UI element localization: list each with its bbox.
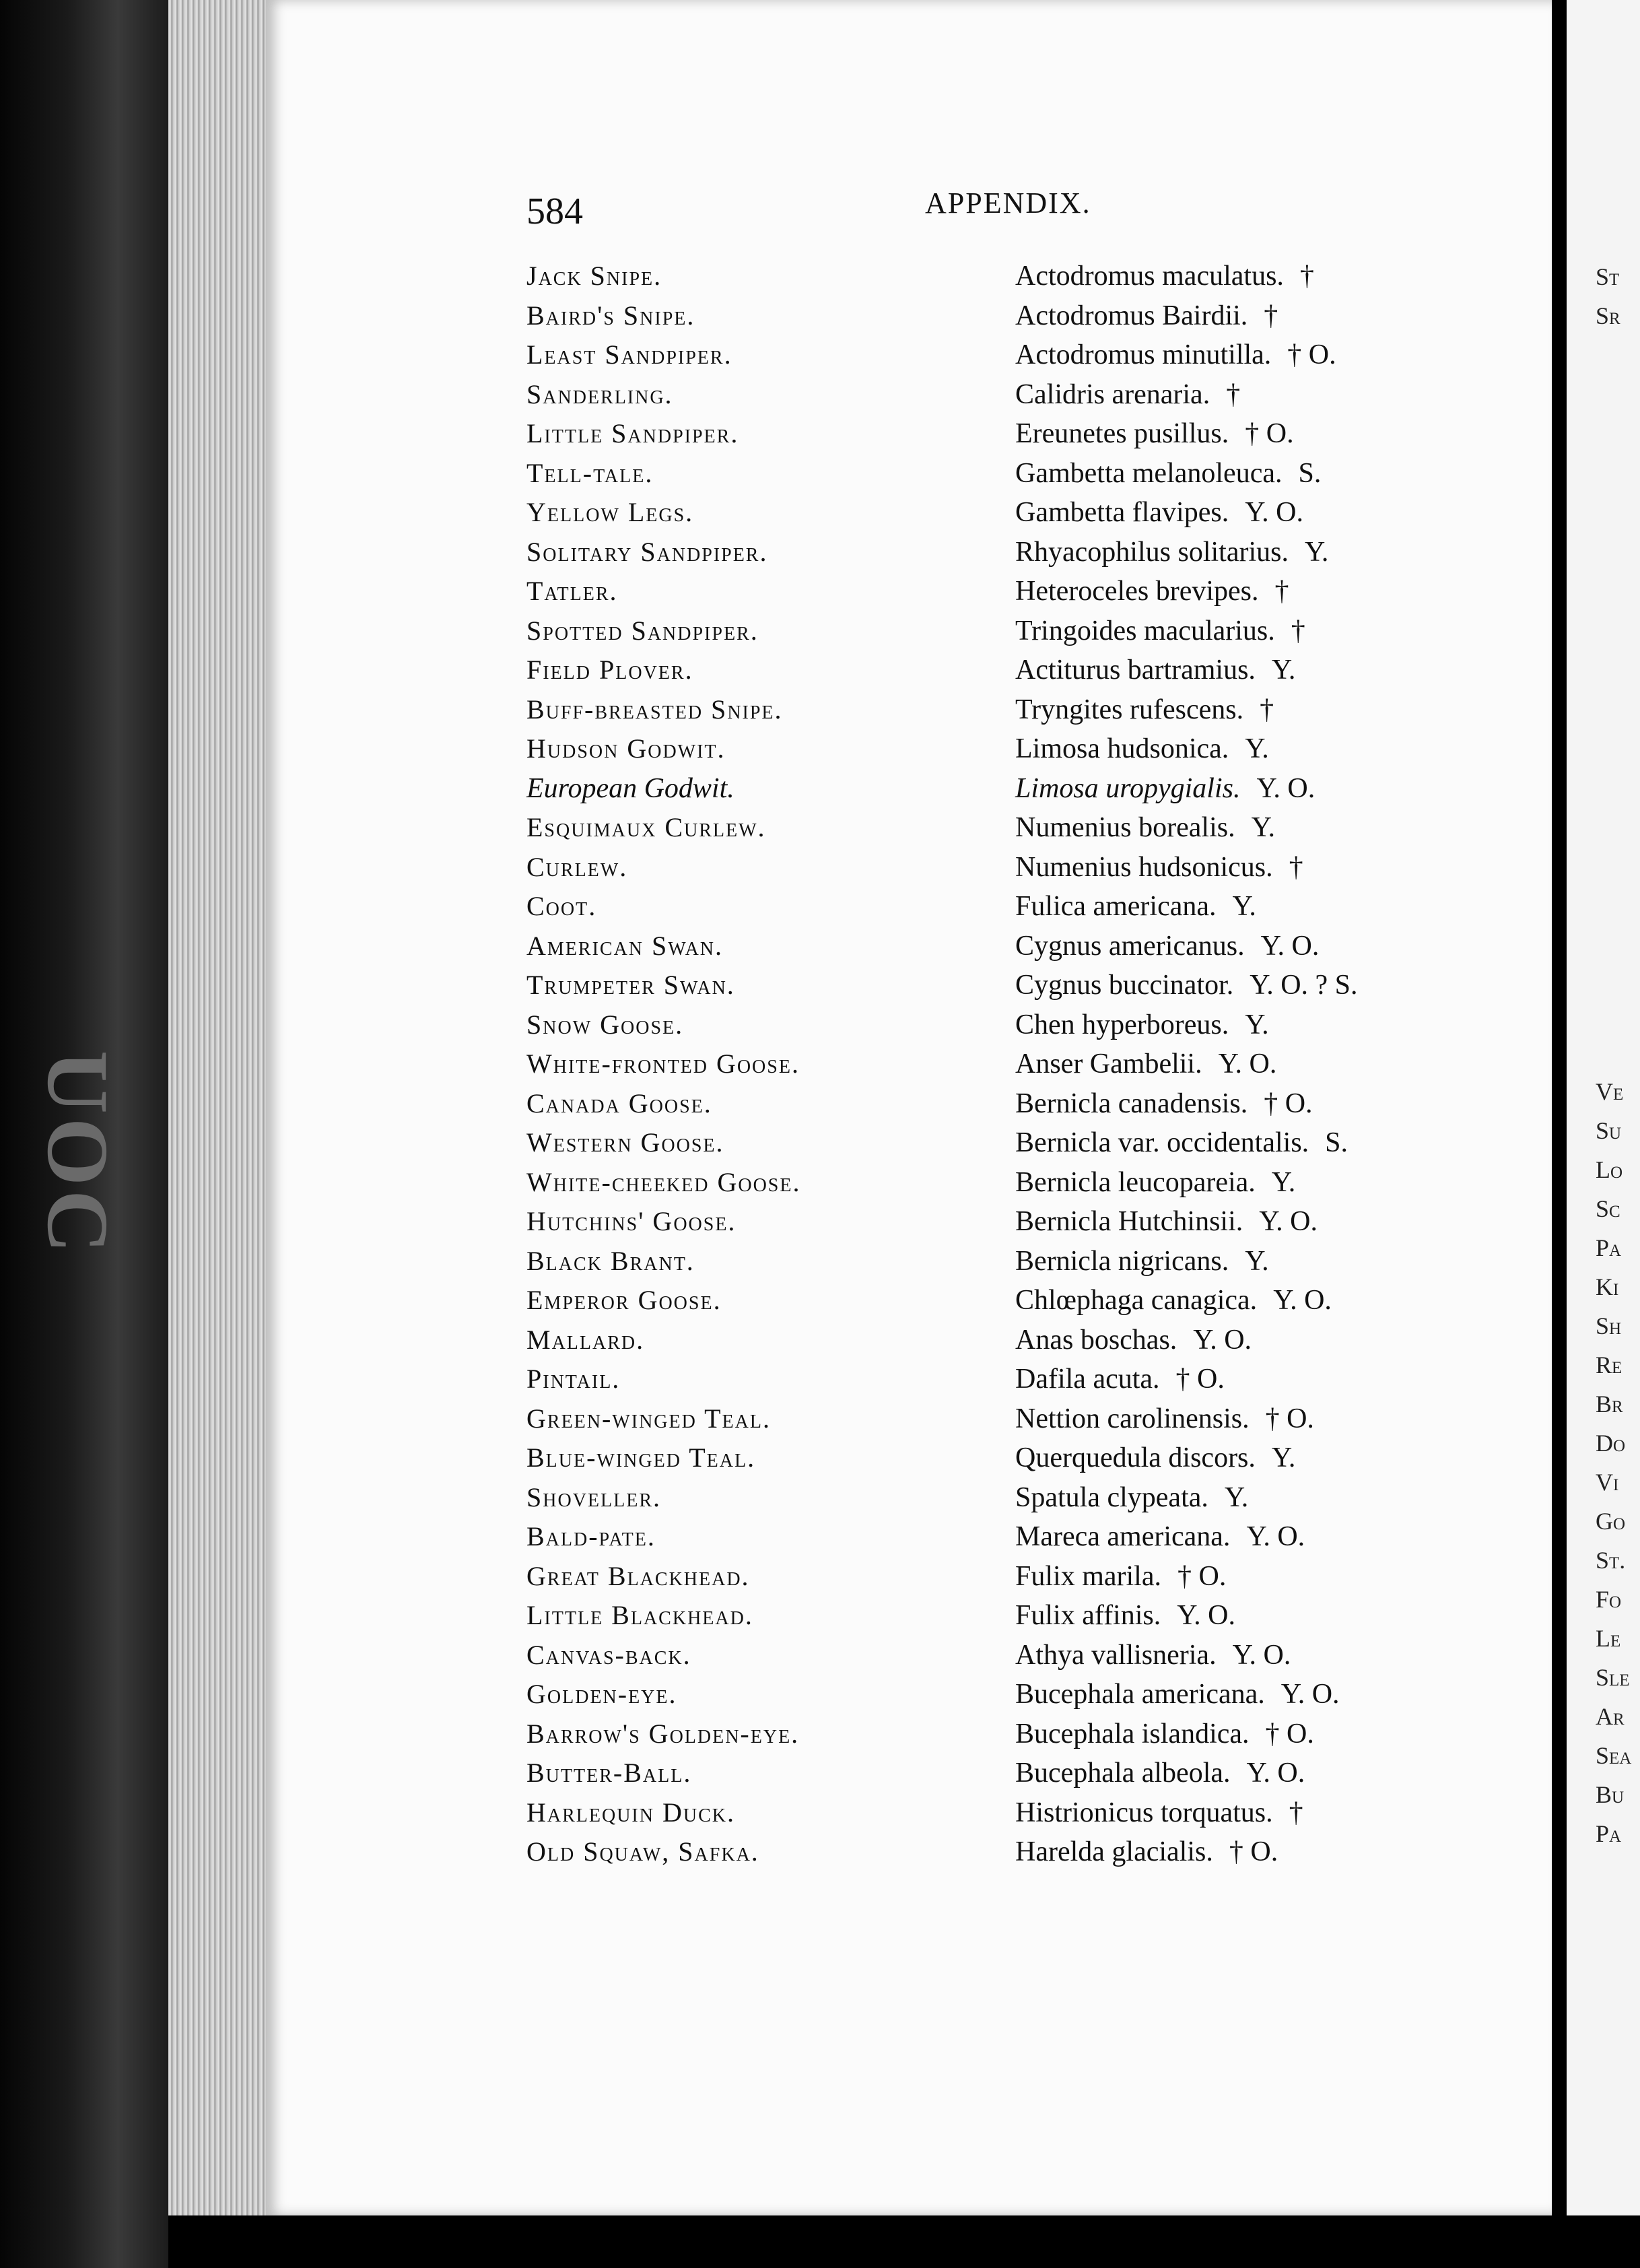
scientific-name bbox=[1015, 1521, 1305, 1553]
scientific-name bbox=[1015, 1797, 1303, 1829]
scientific-binomial: Fulix affinis. bbox=[1015, 1600, 1161, 1631]
common-name: American Swan. bbox=[526, 930, 724, 961]
facing-page-fragment: Ve bbox=[1596, 1078, 1624, 1105]
status-mark: † bbox=[1299, 261, 1314, 292]
list-item bbox=[0, 1245, 1640, 1284]
status-mark: † bbox=[1274, 576, 1289, 607]
list-item bbox=[0, 1205, 1640, 1244]
status-mark: † bbox=[1289, 1797, 1303, 1828]
common-name: Shoveller. bbox=[526, 1481, 661, 1512]
list-item bbox=[0, 496, 1640, 535]
scientific-name bbox=[1015, 1009, 1269, 1041]
status-mark: † O. bbox=[1264, 1088, 1313, 1119]
scientific-binomial: Numenius hudsonicus. bbox=[1015, 851, 1273, 883]
scientific-binomial: Gambetta melanoleuca. bbox=[1015, 457, 1283, 489]
scientific-name bbox=[1015, 1088, 1313, 1120]
scientific-name bbox=[1015, 418, 1294, 450]
facing-page-fragment: Le bbox=[1596, 1625, 1621, 1652]
common-name: Buff-breasted Snipe. bbox=[526, 694, 783, 725]
scientific-binomial: Dafila acuta. bbox=[1015, 1364, 1160, 1395]
scientific-binomial: Anas boschas. bbox=[1015, 1324, 1177, 1356]
list-item bbox=[0, 1678, 1640, 1717]
common-name: Blue-winged Teal. bbox=[526, 1442, 756, 1473]
status-mark: S. bbox=[1298, 457, 1322, 489]
list-item bbox=[0, 260, 1640, 299]
common-name: Coot. bbox=[526, 891, 597, 921]
scientific-binomial: Querquedula discors. bbox=[1015, 1442, 1256, 1473]
status-mark: Y. O. bbox=[1218, 1048, 1277, 1079]
status-mark: † O. bbox=[1177, 1560, 1227, 1592]
common-name: Mallard. bbox=[526, 1324, 645, 1355]
common-name: Yellow Legs. bbox=[526, 497, 694, 527]
common-name: White-fronted Goose. bbox=[526, 1048, 800, 1079]
list-item bbox=[0, 1088, 1640, 1127]
common-name: White-cheeked Goose. bbox=[526, 1166, 801, 1197]
scientific-name bbox=[1015, 1127, 1348, 1159]
scientific-name bbox=[1015, 1166, 1295, 1199]
scientific-name bbox=[1015, 1324, 1252, 1356]
scientific-name bbox=[1015, 851, 1303, 883]
scientific-name bbox=[1015, 694, 1274, 726]
list-item bbox=[0, 1403, 1640, 1442]
common-name: Sanderling. bbox=[526, 378, 673, 409]
facing-page-fragment: Sc bbox=[1596, 1195, 1620, 1222]
scientific-binomial: Mareca americana. bbox=[1015, 1521, 1231, 1552]
common-name: Little Blackhead. bbox=[526, 1600, 753, 1630]
list-item bbox=[0, 851, 1640, 890]
scientific-binomial: Nettion carolinensis. bbox=[1015, 1403, 1250, 1434]
running-head: APPENDIX. bbox=[925, 187, 1091, 220]
scientific-name bbox=[1015, 890, 1256, 923]
scientific-name bbox=[1015, 1048, 1276, 1080]
scientific-name bbox=[1015, 496, 1303, 529]
status-mark: Y. O. bbox=[1256, 772, 1316, 804]
scientific-binomial: Actodromus maculatus. bbox=[1015, 261, 1284, 292]
common-name: European Godwit. bbox=[526, 772, 734, 804]
scientific-binomial: Numenius borealis. bbox=[1015, 812, 1235, 843]
scientific-binomial: Harelda glacialis. bbox=[1015, 1836, 1213, 1867]
list-item bbox=[0, 1521, 1640, 1560]
common-name: Spotted Sandpiper. bbox=[526, 615, 759, 646]
status-mark: S. bbox=[1325, 1127, 1348, 1158]
list-item bbox=[0, 1836, 1640, 1875]
common-name: Barrow's Golden-eye. bbox=[526, 1718, 800, 1749]
list-item bbox=[0, 733, 1640, 772]
common-name: Canada Goose. bbox=[526, 1088, 712, 1119]
facing-page-fragment: Sle bbox=[1596, 1664, 1630, 1691]
common-name: Bald-pate. bbox=[526, 1521, 656, 1552]
scientific-name bbox=[1015, 1757, 1305, 1789]
status-mark: † O. bbox=[1287, 339, 1336, 370]
common-name: Trumpeter Swan. bbox=[526, 970, 735, 1000]
facing-page-fragment: Go bbox=[1596, 1508, 1626, 1535]
spine-stamp: UOC bbox=[29, 1050, 126, 1257]
status-mark: Y. O. bbox=[1232, 1639, 1291, 1671]
scientific-name bbox=[1015, 1678, 1340, 1710]
facing-page-fragment: Ki bbox=[1596, 1273, 1619, 1300]
scientific-name bbox=[1015, 1560, 1226, 1593]
common-name: Jack Snipe. bbox=[526, 261, 662, 291]
list-item bbox=[0, 1757, 1640, 1796]
status-mark: † O. bbox=[1265, 1718, 1314, 1749]
list-item bbox=[0, 1284, 1640, 1323]
facing-page-fragment: Re bbox=[1596, 1352, 1622, 1378]
list-item bbox=[0, 654, 1640, 693]
facing-page-fragment: Do bbox=[1596, 1430, 1626, 1457]
facing-page-fragment: St. bbox=[1596, 1547, 1626, 1574]
scientific-binomial: Bucephala albeola. bbox=[1015, 1758, 1231, 1789]
scientific-binomial: Fulica americana. bbox=[1015, 891, 1217, 922]
common-name: Baird's Snipe. bbox=[526, 300, 695, 331]
list-item bbox=[0, 418, 1640, 457]
list-item bbox=[0, 1442, 1640, 1481]
status-mark: Y. O. bbox=[1245, 497, 1303, 528]
scientific-binomial: Athya vallisneria. bbox=[1015, 1639, 1217, 1671]
common-name: Emperor Goose. bbox=[526, 1285, 722, 1315]
scientific-binomial: Bernicla var. occidentalis. bbox=[1015, 1127, 1309, 1158]
common-name: Curlew. bbox=[526, 851, 628, 882]
scientific-name bbox=[1015, 1205, 1318, 1238]
facing-page-fragment: Lo bbox=[1596, 1156, 1623, 1183]
scientific-binomial: Anser Gambelii. bbox=[1015, 1048, 1202, 1079]
scientific-name bbox=[1015, 339, 1336, 371]
scientific-name bbox=[1015, 1599, 1235, 1632]
facing-page-fragment: Fo bbox=[1596, 1586, 1622, 1613]
status-mark: † bbox=[1291, 615, 1305, 646]
common-name: Least Sandpiper. bbox=[526, 339, 732, 370]
facing-page-fragment: Sr bbox=[1596, 302, 1620, 329]
scientific-name bbox=[1015, 1245, 1269, 1277]
scientific-name bbox=[1015, 1284, 1332, 1316]
status-mark: Y. bbox=[1245, 1009, 1269, 1040]
scientific-binomial: Actiturus bartramius. bbox=[1015, 655, 1256, 686]
status-mark: Y. O. bbox=[1246, 1758, 1305, 1789]
scientific-binomial: Histrionicus torquatus. bbox=[1015, 1797, 1273, 1828]
scientific-binomial: Bernicla nigricans. bbox=[1015, 1245, 1229, 1277]
scientific-binomial: Bernicla leucopareia. bbox=[1015, 1166, 1256, 1198]
list-item bbox=[0, 1797, 1640, 1836]
scientific-name bbox=[1015, 772, 1315, 805]
scientific-binomial: Chlœphaga canagica. bbox=[1015, 1285, 1258, 1316]
list-item bbox=[0, 694, 1640, 733]
scientific-binomial: Ereunetes pusillus. bbox=[1015, 418, 1229, 449]
status-mark: Y. bbox=[1271, 1442, 1296, 1473]
facing-page-fragment: Su bbox=[1596, 1117, 1622, 1144]
scientific-name bbox=[1015, 1403, 1314, 1435]
status-mark: Y. bbox=[1251, 812, 1276, 843]
list-item bbox=[0, 575, 1640, 614]
common-name: Tell-tale. bbox=[526, 457, 654, 488]
scientific-name bbox=[1015, 930, 1319, 962]
status-mark: † O. bbox=[1265, 1403, 1314, 1434]
scientific-binomial: Tringoides macularius. bbox=[1015, 615, 1275, 646]
common-name: Golden-eye. bbox=[526, 1679, 677, 1709]
status-mark: Y. O. bbox=[1177, 1600, 1235, 1631]
scientific-name bbox=[1015, 378, 1240, 411]
status-mark: † O. bbox=[1229, 1836, 1278, 1867]
common-name: Solitary Sandpiper. bbox=[526, 536, 768, 567]
common-name: Great Blackhead. bbox=[526, 1560, 750, 1591]
scientific-binomial: Cygnus americanus. bbox=[1015, 930, 1245, 962]
scientific-binomial: Actodromus minutilla. bbox=[1015, 339, 1272, 370]
common-name: Black Brant. bbox=[526, 1245, 695, 1276]
common-name: Field Plover. bbox=[526, 655, 693, 685]
list-item bbox=[0, 1048, 1640, 1087]
list-item bbox=[0, 536, 1640, 575]
status-mark: † O. bbox=[1175, 1364, 1225, 1395]
status-mark: Y. bbox=[1271, 655, 1296, 686]
facing-page-fragment: Br bbox=[1596, 1391, 1623, 1418]
scientific-name bbox=[1015, 1442, 1295, 1474]
status-mark: Y. O. bbox=[1273, 1285, 1332, 1316]
common-name: Snow Goose. bbox=[526, 1009, 684, 1040]
common-name: Butter-Ball. bbox=[526, 1758, 692, 1788]
list-item bbox=[0, 615, 1640, 654]
status-mark: † bbox=[1226, 378, 1241, 410]
status-mark: Y. O. ? S. bbox=[1250, 970, 1358, 1001]
scientific-binomial: Bernicla Hutchinsii. bbox=[1015, 1206, 1243, 1237]
scientific-binomial: Tryngites rufescens. bbox=[1015, 694, 1244, 725]
list-item bbox=[0, 1363, 1640, 1402]
scientific-name bbox=[1015, 1836, 1278, 1868]
page-number: 584 bbox=[526, 191, 583, 232]
scientific-name bbox=[1015, 1481, 1248, 1514]
status-mark: † bbox=[1260, 694, 1274, 725]
scientific-name bbox=[1015, 536, 1328, 568]
status-mark: Y. O. bbox=[1193, 1324, 1252, 1356]
status-mark: Y. O. bbox=[1280, 1679, 1340, 1710]
list-item bbox=[0, 969, 1640, 1008]
scientific-binomial: Limosa hudsonica. bbox=[1015, 733, 1229, 764]
common-name: Old Squaw, Safka. bbox=[526, 1836, 759, 1867]
status-mark: Y. bbox=[1304, 536, 1329, 568]
status-mark: Y. bbox=[1245, 733, 1269, 764]
facing-page-fragment: Ar bbox=[1596, 1703, 1625, 1730]
scientific-binomial: Bucephala americana. bbox=[1015, 1679, 1265, 1710]
scientific-name bbox=[1015, 260, 1314, 292]
list-item bbox=[0, 811, 1640, 850]
scientific-name bbox=[1015, 1639, 1291, 1671]
scientific-binomial: Heteroceles brevipes. bbox=[1015, 576, 1259, 607]
scientific-binomial: Chen hyperboreus. bbox=[1015, 1009, 1229, 1040]
common-name: Western Goose. bbox=[526, 1127, 724, 1158]
facing-page-fragment: St bbox=[1596, 263, 1620, 290]
list-item bbox=[0, 1481, 1640, 1521]
scientific-name bbox=[1015, 811, 1275, 844]
list-item bbox=[0, 1639, 1640, 1678]
scientific-binomial: Calidris arenaria. bbox=[1015, 378, 1210, 410]
status-mark: † bbox=[1264, 300, 1278, 331]
scientific-name bbox=[1015, 575, 1289, 607]
list-item bbox=[0, 339, 1640, 378]
scientific-binomial: Bernicla canadensis. bbox=[1015, 1088, 1248, 1119]
scientific-name bbox=[1015, 654, 1295, 686]
scientific-binomial: Gambetta flavipes. bbox=[1015, 497, 1229, 528]
status-mark: Y. bbox=[1245, 1245, 1269, 1277]
list-item bbox=[0, 1718, 1640, 1757]
list-item bbox=[0, 1560, 1640, 1599]
status-mark: † bbox=[1289, 851, 1303, 883]
status-mark: Y. bbox=[1232, 891, 1256, 922]
common-name: Hutchins' Goose. bbox=[526, 1206, 737, 1236]
scientific-binomial: Actodromus Bairdii. bbox=[1015, 300, 1248, 331]
facing-page-fragment: Sh bbox=[1596, 1312, 1622, 1339]
scientific-name bbox=[1015, 1363, 1225, 1395]
list-item bbox=[0, 1166, 1640, 1205]
facing-page-fragment: Pa bbox=[1596, 1820, 1622, 1847]
list-item bbox=[0, 890, 1640, 929]
list-item bbox=[0, 930, 1640, 969]
common-name: Harlequin Duck. bbox=[526, 1797, 735, 1828]
list-item bbox=[0, 1599, 1640, 1638]
common-name: Tatler. bbox=[526, 576, 618, 606]
scientific-name bbox=[1015, 615, 1305, 647]
facing-page-fragment: Vi bbox=[1596, 1469, 1619, 1496]
list-item bbox=[0, 1009, 1640, 1048]
common-name: Green-winged Teal. bbox=[526, 1403, 771, 1434]
facing-page-fragment: Bu bbox=[1596, 1781, 1625, 1808]
scientific-binomial: Bucephala islandica. bbox=[1015, 1718, 1250, 1749]
list-item bbox=[0, 300, 1640, 339]
scientific-name bbox=[1015, 457, 1321, 490]
list-item bbox=[0, 378, 1640, 418]
common-name: Canvas-back. bbox=[526, 1639, 691, 1670]
status-mark: Y. bbox=[1271, 1166, 1296, 1198]
scientific-name bbox=[1015, 300, 1278, 332]
status-mark: Y. O. bbox=[1259, 1206, 1318, 1237]
list-item bbox=[0, 1324, 1640, 1363]
facing-page-fragment: Sea bbox=[1596, 1742, 1632, 1769]
scientific-name bbox=[1015, 1718, 1314, 1750]
list-item bbox=[0, 457, 1640, 496]
common-name: Hudson Godwit. bbox=[526, 733, 726, 764]
status-mark: Y. O. bbox=[1260, 930, 1320, 962]
status-mark: † O. bbox=[1245, 418, 1294, 449]
status-mark: Y. bbox=[1224, 1481, 1249, 1513]
scientific-binomial: Cygnus buccinator. bbox=[1015, 970, 1234, 1001]
list-item bbox=[0, 772, 1640, 811]
list-item bbox=[0, 1127, 1640, 1166]
status-mark: Y. O. bbox=[1246, 1521, 1305, 1552]
common-name: Pintail. bbox=[526, 1364, 621, 1394]
scientific-name bbox=[1015, 733, 1269, 765]
scientific-binomial: Fulix marila. bbox=[1015, 1560, 1161, 1592]
scientific-binomial: Limosa uropygialis. bbox=[1015, 772, 1241, 804]
scientific-name bbox=[1015, 969, 1358, 1001]
scientific-binomial: Rhyacophilus solitarius. bbox=[1015, 536, 1289, 568]
scientific-binomial: Spatula clypeata. bbox=[1015, 1481, 1208, 1513]
common-name: Esquimaux Curlew. bbox=[526, 812, 766, 842]
facing-page-fragment: Pa bbox=[1596, 1234, 1622, 1261]
common-name: Little Sandpiper. bbox=[526, 418, 739, 448]
